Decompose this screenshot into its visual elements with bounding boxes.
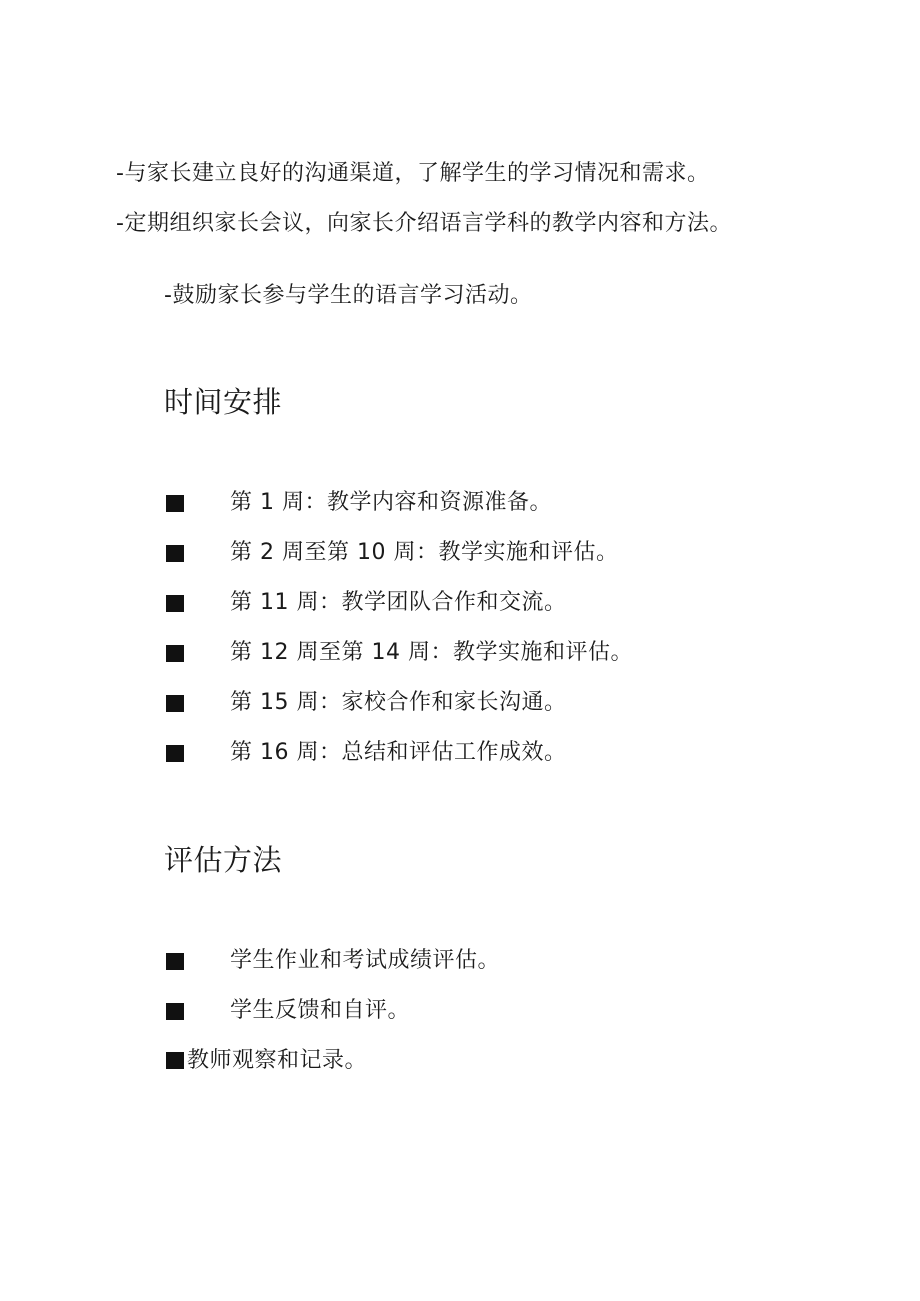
square-bullet-icon [166,545,184,562]
intro-line-1: -与家长建立良好的沟通渠道，了解学生的学习情况和需求。 [116,161,710,186]
square-bullet-icon [166,695,184,712]
evaluation-item-text: 学生作业和考试成绩评估。 [230,948,501,973]
evaluation-item-text: 教师观察和记录。 [187,1048,368,1073]
evaluation-item-text: 学生反馈和自评。 [230,998,411,1023]
square-bullet-icon [166,595,184,612]
intro-line-2: -定期组织家长会议，向家长介绍语言学科的教学内容和方法。 [116,211,732,236]
schedule-item-text: 第 11 周：教学团队合作和交流。 [230,590,567,615]
schedule-item-text: 第 16 周：总结和评估工作成效。 [230,740,567,765]
evaluation-item-3 [166,1046,367,1076]
square-bullet-icon [166,1052,184,1069]
schedule-item-text: 第 12 周至第 14 周：教学实施和评估。 [230,640,633,665]
schedule-item-text: 第 1 周：教学内容和资源准备。 [230,490,552,515]
square-bullet-icon [166,495,184,512]
schedule-item-text: 第 2 周至第 10 周：教学实施和评估。 [230,540,619,565]
schedule-heading: 时间安排 [164,385,283,419]
schedule-item-text: 第 15 周：家校合作和家长沟通。 [230,690,567,715]
square-bullet-icon [166,645,184,662]
square-bullet-icon [166,745,184,762]
intro-line-3: -鼓励家长参与学生的语言学习活动。 [164,283,533,308]
evaluation-heading: 评估方法 [164,843,283,877]
square-bullet-icon [166,953,184,970]
square-bullet-icon [166,1003,184,1020]
